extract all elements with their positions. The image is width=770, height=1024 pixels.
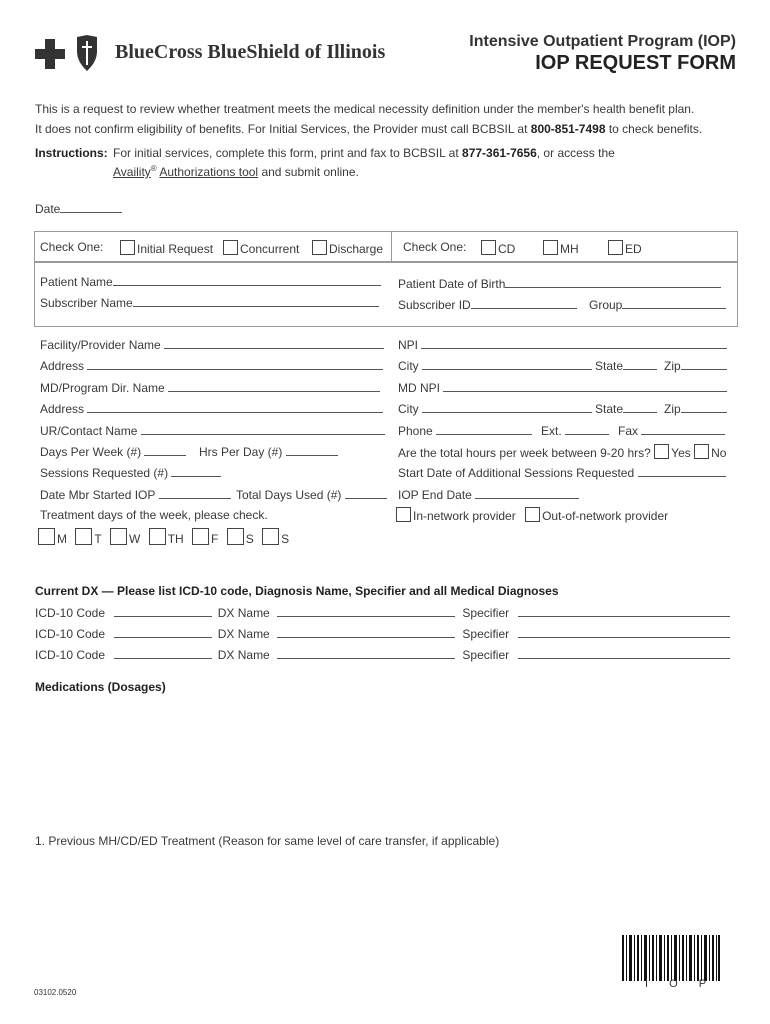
brand-name: BlueCross BlueShield of Illinois [115,41,386,63]
city-2-field[interactable]: City [398,401,592,416]
instructions-label: Instructions: [35,146,108,160]
medications-label: Medications (Dosages) [35,680,166,694]
total-days-field[interactable]: Total Days Used (#) [236,487,387,502]
dx-row[interactable]: ICD-10 Code DX Name Specifier [35,626,730,641]
checkbox[interactable] [312,240,327,255]
ext-field[interactable]: Ext. [541,423,609,438]
hrs-per-day-field[interactable]: Hrs Per Day (#) [199,444,338,459]
checkbox-mh[interactable]: MH [543,240,579,256]
cross-shield-icon [35,35,105,73]
check-one-divider [391,231,392,262]
end-date-field[interactable]: IOP End Date [398,487,579,502]
state-2-field[interactable]: State [595,401,657,416]
patient-box [34,261,738,327]
checkbox[interactable] [543,240,558,255]
day-m[interactable]: M [38,532,67,546]
md-npi-field[interactable]: MD NPI [398,380,727,395]
day-f[interactable]: F [192,532,218,546]
ur-contact-field[interactable]: UR/Contact Name [40,423,385,438]
zip-1-field[interactable]: Zip [664,358,727,373]
hours-question: Are the total hours per week between 9-20 hrs? Yes No [398,446,727,460]
address-1-field[interactable]: Address [40,358,383,373]
intro-line-1: This is a request to review whether treatment meets the medical necessity definition under the member's health benefit plan. [35,102,695,116]
fax-number: 877-361-7656 [462,146,537,160]
days-per-week-field[interactable]: Days Per Week (#) [40,444,186,459]
zip-2-field[interactable]: Zip [664,401,727,416]
barcode-text: I O P [645,978,716,990]
checkbox[interactable] [223,240,238,255]
out-network-checkbox[interactable]: Out-of-network provider [525,509,668,523]
form-number: 03102.0520 [34,988,77,997]
phone-field[interactable]: Phone [398,423,532,438]
instructions-line-1: For initial services, complete this form, print and fax to BCBSIL at 877-361-7656, or access the [113,146,615,160]
check-one-a: Check One: [40,240,104,254]
day-t[interactable]: T [75,532,101,546]
barcode-icon [622,935,720,981]
dx-row[interactable]: ICD-10 Code DX Name Specifier [35,605,730,620]
instructions-line-2: Availity® Authorizations tool and submit online. [113,164,359,179]
page-title: IOP REQUEST FORM [535,52,736,74]
intro-line-2: It does not confirm eligibility of benefits. For Initial Services, the Provider must call BCBSIL at 800-851-7498 to check benefits. [35,122,703,136]
checkbox-cd[interactable]: CD [481,240,515,256]
patient-name-field[interactable]: Patient Name [40,274,381,289]
treatment-days-checkboxes [38,528,289,546]
check-one-b: Check One: [403,240,467,254]
patient-dob-field[interactable]: Patient Date of Birth [398,276,721,291]
address-2-field[interactable]: Address [40,401,383,416]
subscriber-name-field[interactable]: Subscriber Name [40,295,379,310]
bcbs-logo [35,35,395,75]
state-1-field[interactable]: State [595,358,657,373]
checkbox-concurrent[interactable]: Concurrent [223,240,299,256]
program-title: Intensive Outpatient Program (IOP) [469,33,736,50]
treatment-days-label: Treatment days of the week, please check. [40,508,268,522]
network-checkboxes [396,507,668,523]
md-name-field[interactable]: MD/Program Dir. Name [40,380,380,395]
barcode [622,935,720,981]
checkbox-initial-request[interactable]: Initial Request [120,240,213,256]
benefits-phone: 800-851-7498 [530,122,606,136]
checkbox[interactable] [120,240,135,255]
sessions-requested-field[interactable]: Sessions Requested (#) [40,465,221,480]
facility-field[interactable]: Facility/Provider Name [40,337,384,352]
date-started-field[interactable]: Date Mbr Started IOP [40,487,231,502]
in-network-checkbox[interactable]: In-network provider [396,509,516,523]
day-s[interactable]: S [227,532,254,546]
hours-no[interactable]: No [694,446,726,460]
day-s2[interactable]: S [262,532,289,546]
authorizations-tool-link[interactable]: Authorizations tool [159,165,259,179]
start-date-field[interactable]: Start Date of Additional Sessions Requested [398,465,726,480]
hours-yes[interactable]: Yes [654,446,691,460]
checkbox[interactable] [481,240,496,255]
fax-field[interactable]: Fax [618,423,725,438]
group-field[interactable]: Group [589,297,726,312]
dx-row[interactable]: ICD-10 Code DX Name Specifier [35,647,730,662]
subscriber-id-field[interactable]: Subscriber ID [398,297,577,312]
availity-link[interactable]: Availity [113,165,151,179]
day-w[interactable]: W [110,532,140,546]
day-th[interactable]: TH [149,532,184,546]
npi-field[interactable]: NPI [398,337,727,352]
city-1-field[interactable]: City [398,358,592,373]
dx-heading: Current DX — Please list ICD-10 code, Diagnosis Name, Specifier and all Medical Diagnoses [35,584,559,598]
checkbox-ed[interactable]: ED [608,240,642,256]
checkbox-discharge[interactable]: Discharge [312,240,383,256]
date-field[interactable]: Date [35,201,122,216]
previous-treatment-label: 1. Previous MH/CD/ED Treatment (Reason for same level of care transfer, if applicable) [35,834,500,848]
checkbox[interactable] [608,240,623,255]
